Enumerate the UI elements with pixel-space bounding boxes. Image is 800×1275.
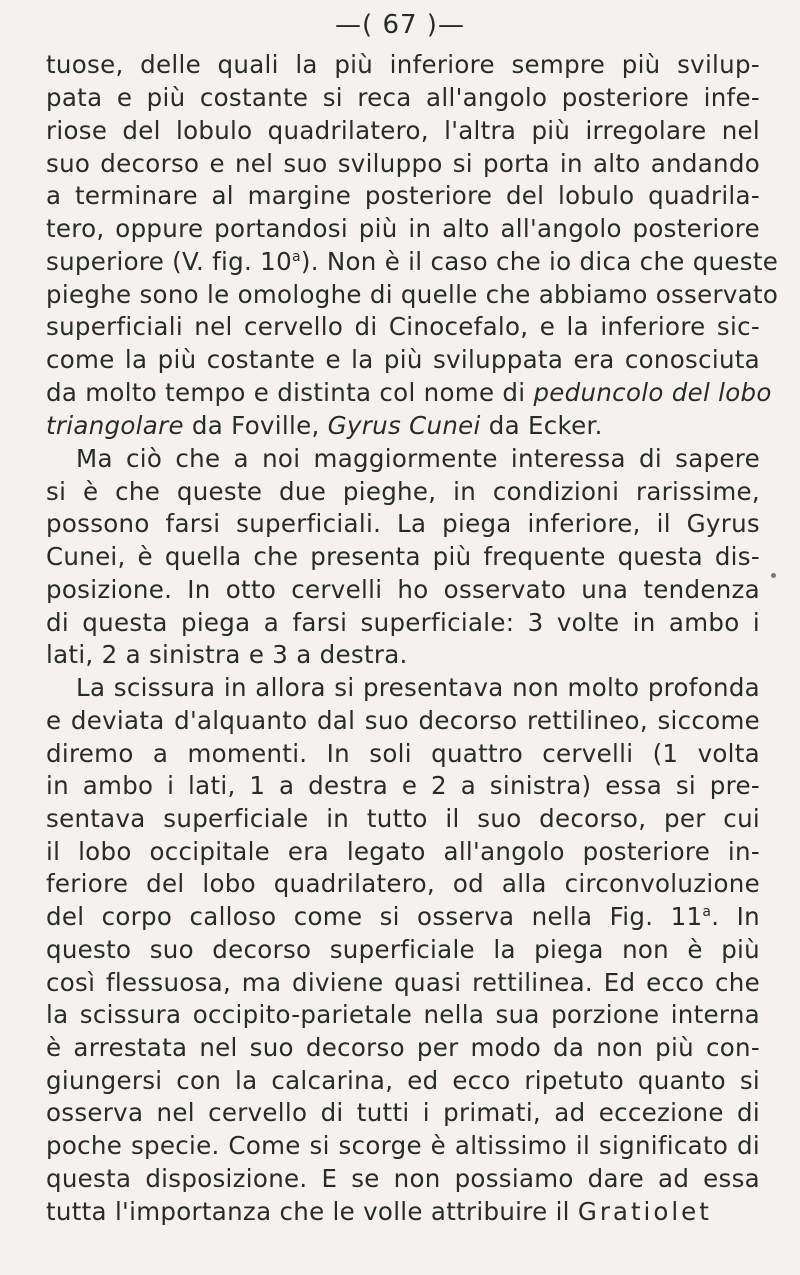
text-line — [46, 1097, 760, 1129]
text-line — [46, 82, 760, 114]
text-segment: così flessuosa, ma diviene quasi rettilinea. Ed ecco che — [46, 968, 760, 997]
text-segment: suo decorso e nel suo sviluppo si porta in alto andando — [46, 149, 760, 178]
text-line — [46, 246, 779, 278]
text-segment: in ambo i lati, 1 a destra e 2 a sinistra) essa si pre- — [46, 771, 760, 800]
text-line — [46, 279, 779, 311]
text-segment: da molto tempo e distinta col nome di — [46, 378, 534, 407]
text-segment: superiore (V. fig. 10 — [46, 247, 292, 276]
text-segment: Ma ciò che a noi maggiormente interessa di sapere — [76, 444, 760, 473]
text-segment: posizione. In otto cervelli ho osservato una tendenza — [46, 575, 760, 604]
text-segment: possono farsi superficiali. La piega inferiore, il Gyrus — [46, 509, 760, 538]
text-line — [46, 410, 760, 442]
text-line — [46, 311, 760, 343]
page-number: —( 67 )— — [335, 10, 465, 40]
text-segment: . In — [711, 902, 760, 931]
text-line — [46, 901, 760, 933]
italic-segment: triangolare — [46, 411, 184, 440]
text-segment: feriore del lobo quadrilatero, od alla circonvoluzione — [46, 869, 760, 898]
text-line — [46, 1065, 760, 1097]
text-line — [46, 377, 772, 409]
text-segment: Cunei, è quella che presenta più frequente questa dis- — [46, 542, 760, 571]
text-line — [46, 770, 760, 802]
text-segment: come la più costante e la più sviluppata era conosciuta — [46, 345, 760, 374]
text-line — [46, 574, 760, 606]
text-segment: del corpo calloso come si osserva nella Fig. 11 — [46, 902, 703, 931]
text-segment: diremo a momenti. In soli quattro cervelli (1 volta — [46, 739, 760, 768]
text-segment: di questa piega a farsi superficiale: 3 volte in ambo i — [46, 608, 760, 637]
text-line — [46, 738, 760, 770]
text-segment: tutta l'importanza che le volle attribuire il — [46, 1197, 578, 1226]
text-segment: superficiali nel cervello di Cinocefalo, e la inferiore sic- — [46, 312, 760, 341]
text-line — [46, 836, 760, 868]
spaced-name: Gratiolet — [577, 1197, 712, 1226]
text-line — [46, 803, 760, 835]
text-line — [46, 344, 760, 376]
text-line — [46, 541, 760, 573]
text-line — [46, 868, 760, 900]
superscript: a — [702, 904, 712, 920]
text-segment: tero, oppure portandosi più in alto all'angolo posteriore — [46, 214, 760, 243]
text-segment: giungersi con la calcarina, ed ecco ripetuto quanto si — [46, 1066, 760, 1095]
superscript: a — [291, 249, 301, 265]
print-speck — [771, 573, 776, 578]
text-line — [46, 508, 760, 540]
text-line — [46, 180, 760, 212]
text-line — [46, 148, 760, 180]
text-line — [46, 1163, 760, 1195]
text-line — [46, 49, 760, 81]
text-segment: il lobo occipitale era legato all'angolo posteriore in- — [46, 837, 760, 866]
text-segment: è arrestata nel suo decorso per modo da non più con- — [46, 1033, 760, 1062]
text-segment: da Ecker. — [480, 411, 603, 440]
text-segment: pata e più costante si reca all'angolo posteriore infe- — [46, 83, 760, 112]
text-segment: osserva nel cervello di tutti i primati, ad eccezione di — [46, 1098, 760, 1127]
text-line — [46, 639, 760, 671]
text-line — [46, 213, 760, 245]
text-line — [76, 443, 760, 475]
text-line — [46, 1130, 760, 1162]
text-line — [46, 1032, 760, 1064]
text-segment: e deviata d'alquanto dal suo decorso rettilineo, siccome — [46, 706, 760, 735]
text-line — [46, 1196, 760, 1228]
text-segment: tuose, delle quali la più inferiore sempre più svilup- — [46, 50, 760, 79]
text-segment: lati, 2 a sinistra e 3 a destra. — [46, 640, 408, 669]
text-line — [46, 607, 760, 639]
text-segment: sentava superficiale in tutto il suo decorso, per cui — [46, 804, 760, 833]
text-segment: ). Non è il caso che io dica che queste — [300, 247, 779, 276]
text-segment: questa disposizione. E se non possiamo dare ad essa — [46, 1164, 760, 1193]
italic-segment: Gyrus Cunei — [327, 411, 481, 440]
text-line — [46, 934, 760, 966]
italic-segment: peduncolo del lobo — [533, 378, 772, 407]
text-segment: la scissura occipito-parietale nella sua porzione interna — [46, 1000, 760, 1029]
text-segment: La scissura in allora si presentava non molto profonda — [76, 673, 760, 702]
text-segment: poche specie. Come si scorge è altissimo il significato di — [46, 1131, 760, 1160]
text-segment: pieghe sono le omologhe di quelle che abbiamo osservato — [46, 280, 779, 309]
text-line — [46, 705, 760, 737]
text-line — [76, 672, 760, 704]
text-segment: da Foville, — [183, 411, 328, 440]
text-segment: questo suo decorso superficiale la piega non è più — [46, 935, 760, 964]
text-segment: a terminare al margine posteriore del lobulo quadrila- — [46, 181, 760, 210]
text-line — [46, 999, 760, 1031]
text-line — [46, 115, 760, 147]
text-segment: si è che queste due pieghe, in condizioni rarissime, — [46, 477, 760, 506]
text-line — [46, 967, 760, 999]
text-segment: riose del lobulo quadrilatero, l'altra più irregolare nel — [46, 116, 760, 145]
text-line — [46, 476, 760, 508]
